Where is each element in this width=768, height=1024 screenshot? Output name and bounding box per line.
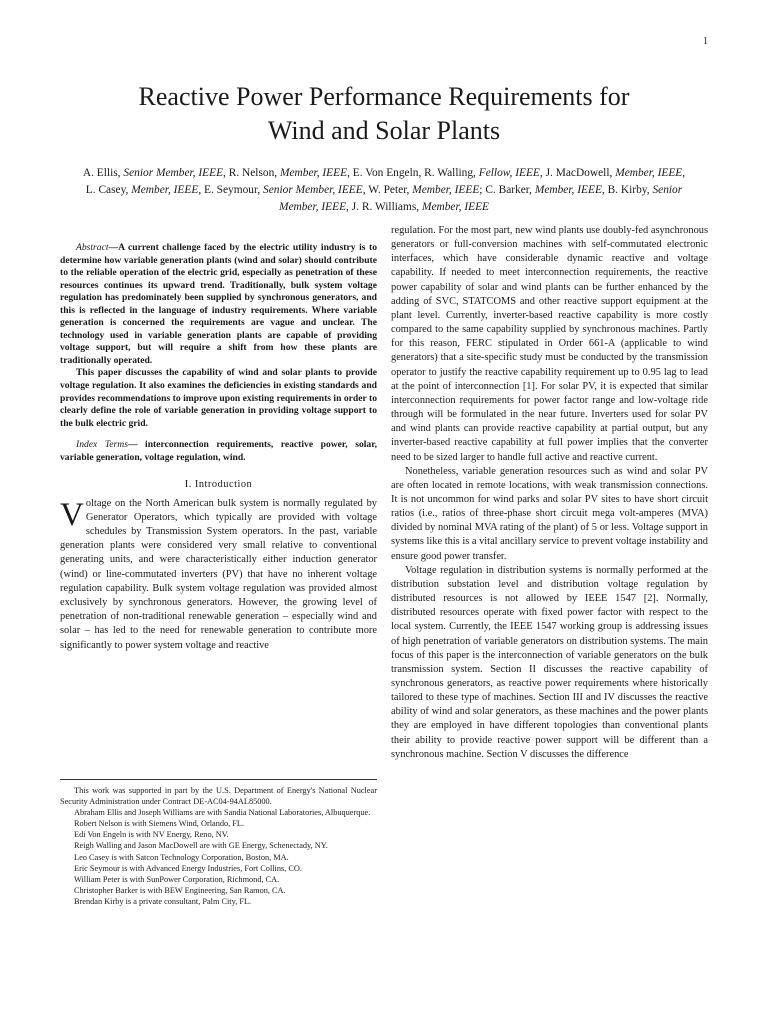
author-role: Senior Member, IEEE [278, 184, 683, 213]
author-separator: , [198, 184, 205, 196]
author-role: Member, IEEE [280, 167, 348, 179]
author-name: W. Peter, [368, 184, 413, 196]
introduction-paragraph: Voltage on the North American bulk system is normally regulated by Generator Operators, which typically are provided with voltage schedules by Transmission System operators. In the past, variable generation plants were considered very small relative to conventional generating units, and were characteristically either induction generator (wind) or line-commutated inverters (PV) that have no inherent voltage regulation capability. Bulk system voltage regulation was provided almost exclusively by synchronous generators. However, the growing level of penetration of non-traditional renewable generation – especially wind and solar – has led to the need for renewable generation to contribute more significantly to power system voltage and reactive [60, 496, 377, 651]
author-name: C. Barker, [485, 184, 535, 196]
author-role: Member, IEEE [615, 167, 683, 179]
abstract-label: Abstract [76, 242, 109, 253]
paper-title [40, 80, 728, 148]
author-separator: , [223, 167, 229, 179]
footnote: Leo Casey is with Satcon Technology Corporation, Boston, MA. [74, 852, 289, 862]
section-heading-introduction: I. Introduction [184, 479, 253, 491]
author-separator: , [347, 167, 353, 179]
index-terms: Index Terms— interconnection requirements, reactive power, solar, variable generation, voltage regulation, wind. [60, 439, 377, 463]
page-number: 1 [703, 36, 708, 47]
right-paragraph-2: Nonetheless, variable generation resources such as wind and solar PV are often located in remote locations, with weak transmission connections. It is not uncommon for wind parks and solar PV sites to have short circuit ratios (i.e., ratios of three-phase short circuit mega volt-amperes (MVA) divided by nominal MVA rating of the plant) of 5 or less. Voltage support in systems like this is a vital ancillary service to prevent voltage instability and ensure good power transfer. [391, 465, 708, 562]
author-role: Member, IEEE [131, 184, 199, 196]
author-role: Senior Member, IEEE [263, 184, 363, 196]
footnote: This work was supported in part by the U.S. Department of Energy's National Nuclear Security Administration under Contract DE-AC04-94AL85000. [60, 786, 377, 807]
footnote: Reigh Walling and Jason MacDowell are with GE Energy, Schenectady, NY. [74, 841, 328, 851]
footnote: William Peter is with SunPower Corporation, Richmond, CA. [74, 874, 280, 884]
author-role: Member, IEEE [412, 184, 480, 196]
footnotes [60, 779, 377, 907]
title-line-1: Reactive Power Performance Requirements for [138, 82, 630, 111]
footnote: Edi Von Engeln is with NV Energy, Reno, NV. [74, 830, 229, 840]
author-separator: , [682, 167, 686, 179]
title-line-2: Wind and Solar Plants [267, 116, 501, 145]
author-separator: , [362, 184, 369, 196]
right-paragraph-3: Voltage regulation in distribution systems is normally performed at the distribution substation level and distribution voltage regulation by distributed resources is not allowed by IEEE 1547 [2]. Normally, distributed resources operate with fixed power factor with respect to the local system. Currently, the IEEE 1547 working group is addressing issues of high penetration of variable generators on distribution systems. The main focus of this paper is the interconnection of variable generators on the bulk transmission system. Section II discusses the reactive capability of synchronous generators, as reactive power requirements where historically tailored to these type of machines. Section III and IV discusses the reactive ability of wind and solar generators, as these machines and the power plants they are employed in have different topologies than conventional plants their ability to provide reactive power support will be different than a synchronous machine. Section V discusses the difference [391, 564, 708, 760]
drop-cap: V [60, 496, 84, 533]
left-column [60, 222, 377, 653]
author-role: Senior Member, IEEE [123, 167, 224, 179]
footnote: Eric Seymour is with Advanced Energy Industries, Fort Collins, CO. [74, 863, 302, 873]
author-name: R. Walling, [424, 167, 479, 179]
author-separator: , [539, 167, 546, 179]
right-column [391, 224, 708, 762]
author-name: E. Seymour, [204, 184, 264, 196]
author-separator: , [346, 201, 352, 213]
author-name: J. MacDowell, [545, 167, 616, 179]
author-name: A. Ellis, [82, 167, 124, 179]
abstract-paragraph-2: This paper discusses the capability of wind and solar plants to provide voltage regulation. It also examines the deficiencies in existing standards and provides recommendations to improve upon existing requirements in order to clearly define the role of variable generation in providing voltage support to the bulk electric grid. [60, 367, 377, 429]
author-role: Fellow, IEEE [478, 167, 540, 179]
index-terms-text: interconnection requirements, reactive power, solar, variable generation, voltage regulation, wind. [60, 439, 377, 463]
author-separator: ; [479, 184, 486, 196]
author-separator: , [601, 184, 608, 196]
author-name: J. R. Williams, [351, 201, 422, 213]
abstract-paragraph-1: Abstract—A current challenge faced by the electric utility industry is to determine how variable generation plants (wind and solar) should contribute to the reliable operation of the electric grid, especially as penetration of these resources continues its upward trend. Traditionally, bulk system voltage regulation has predominately been supplied by synchronous generators, and this is reflected in the language of industry requirements. Where variable generation is concerned the requirements are vague and unclear. The technology used in variable generation plants are capable of providing voltage support, but will require a shift from how these plants are traditionally operated. [60, 242, 377, 366]
author-role: Member, IEEE [534, 184, 602, 196]
author-list [78, 165, 690, 216]
author-role: Member, IEEE [421, 201, 490, 213]
footnote: Abraham Ellis and Joseph Williams are with Sandia National Laboratories, Albuquerque. [74, 808, 371, 818]
author-name: E. Von Engeln, [352, 167, 425, 179]
author-name: L. Casey, [85, 184, 132, 196]
right-paragraph-1: regulation. For the most part, new wind plants use doubly-fed asynchronous generators or full-conversion machines with self-commutated electronic interfaces, which have considerable dynamic reactive and voltage capability. If needed to meet interconnection requirements, the reactive power capability of solar and wind plants can be further enhanced by the adding of SVC, STATCOMS and other reactive support equipment at the plant level. Currently, inverter-based reactive capability is more costly compared to the same capability supplied by synchronous machines. Partly for this reason, FERC stipulated in Order 661-A (applicable to wind generators) that a site-specific study must be conducted by the transmission operator to justify the reactive capability requirement up to 0.95 lag to lead at the point of interconnection [1]. For solar PV, it is expected that similar interconnection requirements for power factor range and low-voltage ride through will be formulated in the near future. Inverters used for solar PV and wind plants can provide reactive capability at partial output, but any inverter-based reactive capability at full power implies that the converter need to be sized larger to handle full active and reactive current. [391, 225, 708, 463]
footnote: Brendan Kirby is a private consultant, Palm City, FL. [74, 896, 252, 906]
index-terms-label: Index Terms [76, 439, 128, 451]
footnote: Christopher Barker is with BEW Engineering, San Ramon, CA. [74, 885, 286, 895]
author-name: B. Kirby, [607, 184, 653, 196]
abstract-text-1: A current challenge faced by the electric utility industry is to determine how variable generation plants (wind and solar) should contribute to the reliable operation of the electric grid, especially as penetration of these resources continues its upward trend. Traditionally, bulk system voltage regulation has predominately been supplied by synchronous generators, and this is reflected in the language of industry requirements. Where variable generation is concerned the requirements are vague and unclear. The technology used in variable generation plants are capable of providing voltage support, but will require a shift from how these plants are traditionally operated. [60, 242, 377, 366]
author-name: R. Nelson, [228, 167, 280, 179]
footnote: Robert Nelson is with Siemens Wind, Orlando, FL. [74, 819, 245, 829]
